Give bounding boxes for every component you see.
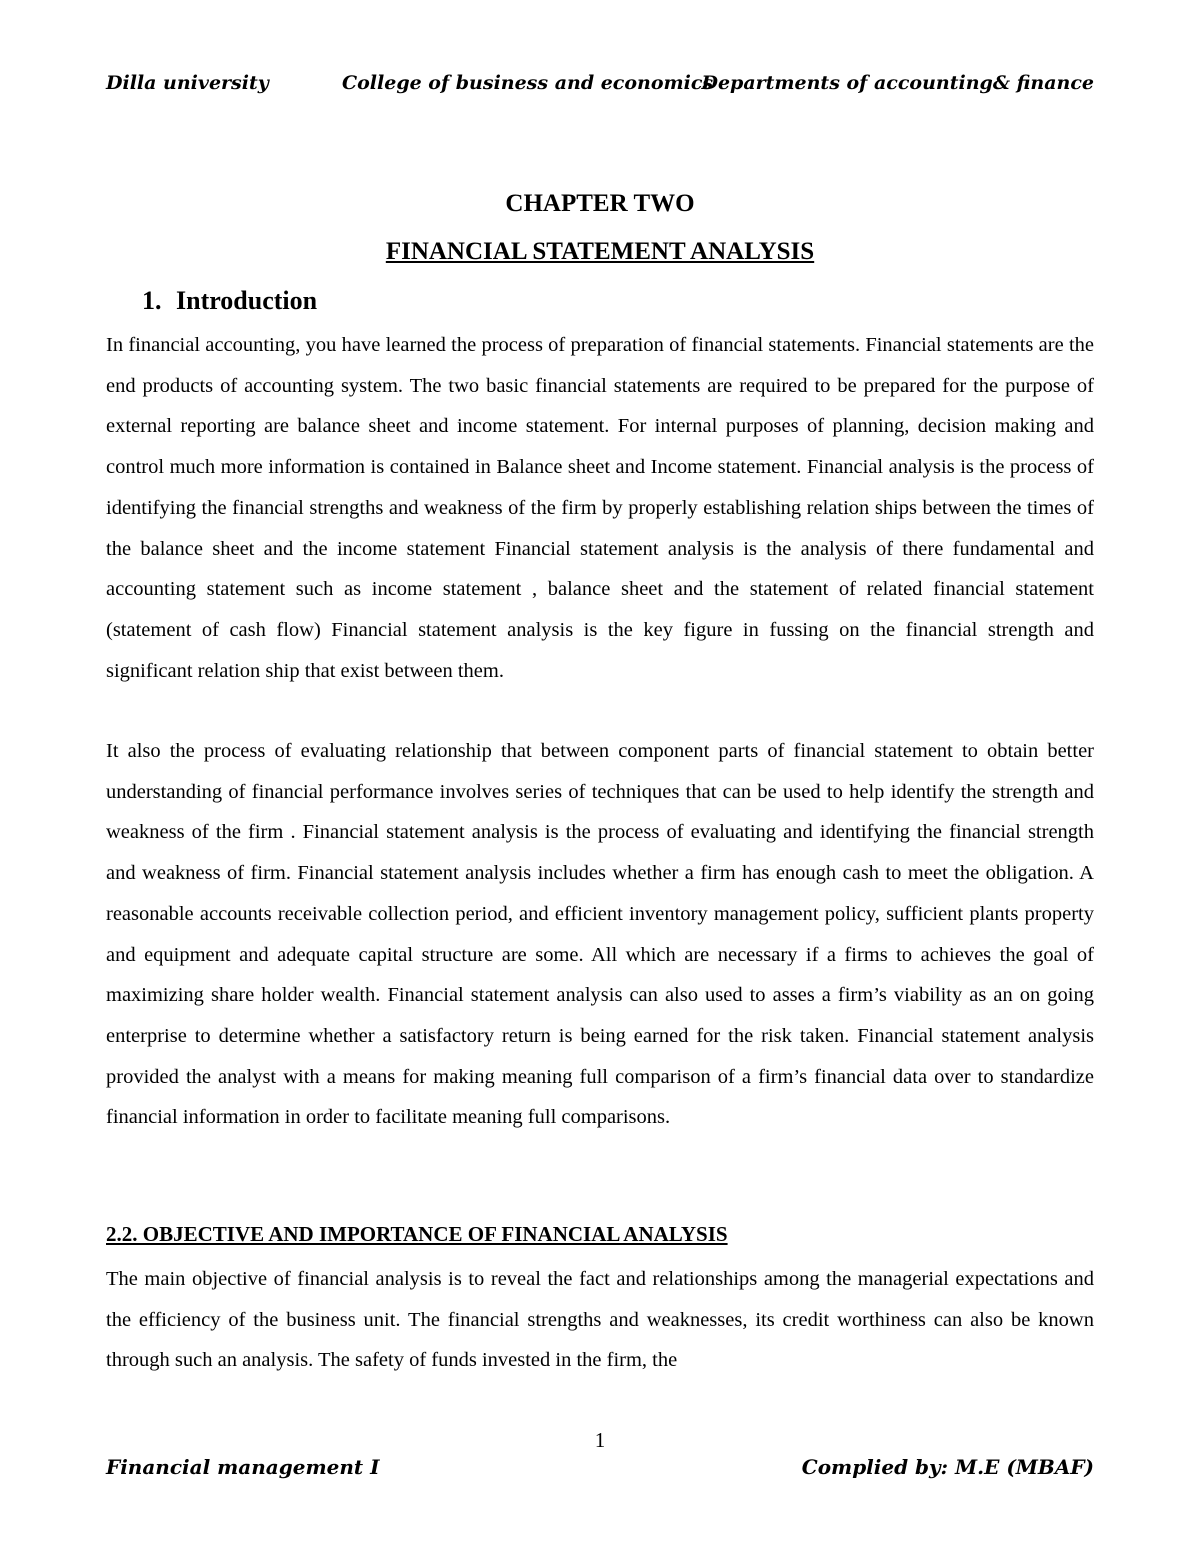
page-header: [106, 72, 1094, 102]
chapter-title: FINANCIAL STATEMENT ANALYSIS: [385, 238, 815, 265]
paragraph-objective: The main objective of financial analysis is to reveal the fact and relationships among the managerial expectations and the efficiency of the business unit. The financial strengths and weaknesses, its credit worthiness can also be known through such an analysis. The safety of funds invested in the firm, the: [106, 1268, 1094, 1372]
chapter-label: CHAPTER TWO: [505, 190, 695, 217]
introduction-heading-text: Introduction: [176, 286, 318, 315]
introduction-number: 1.: [142, 286, 162, 315]
paragraph-introduction-1: In financial accounting, you have learned the process of preparation of financial statements. Financial statements are the end products of accounting system. The two basic financial statements are required to be prepared for the purpose of external reporting are balance sheet and income statement. For internal purposes of planning, decision making and control much more information is contained in Balance sheet and Income statement. Financial analysis is the process of identifying the financial strengths and weakness of the firm by properly establishing relation ships between the times of the balance sheet and the income statement Financial statement analysis is the analysis of there fundamental and accounting statement such as income statement , balance sheet and the statement of related financial statement (statement of cash flow) Financial statement analysis is the key figure in fussing on the financial strength and significant relation ship that exist between them.: [106, 334, 1094, 682]
header-department: Departments of accounting& finance: [701, 72, 1094, 94]
header-university: Dilla university: [106, 72, 269, 94]
footer-compiler: Complied by: M.E (MBAF): [801, 1455, 1094, 1479]
header-college: College of business and economics: [342, 72, 714, 94]
page-footer: [106, 1455, 1094, 1485]
objective-section-heading: 2.2. OBJECTIVE AND IMPORTANCE OF FINANCIAL ANALYSIS: [106, 1222, 728, 1246]
paragraph-introduction-2: It also the process of evaluating relationship that between component parts of financial statement to obtain better understanding of financial performance involves series of techniques that can be used to help identify the strength and weakness of the firm . Financial statement analysis is the process of evaluating and identifying the financial strength and weakness of firm. Financial statement analysis includes whether a firm has enough cash to meet the obligation. A reasonable accounts receivable collection period, and efficient inventory management policy, sufficient plants property and equipment and adequate capital structure are some. All which are necessary if a firms to achieves the goal of maximizing share holder wealth. Financial statement analysis can also used to asses a firm’s viability as an on going enterprise to determine whether a satisfactory return is being earned for the risk taken. Financial statement analysis provided the analyst with a means for making meaning full comparison of a firm’s financial data over to standardize financial information in order to facilitate meaning full comparisons.: [106, 740, 1094, 1129]
footer-course: Financial management I: [106, 1455, 380, 1479]
page-number: 1: [594, 1428, 606, 1452]
